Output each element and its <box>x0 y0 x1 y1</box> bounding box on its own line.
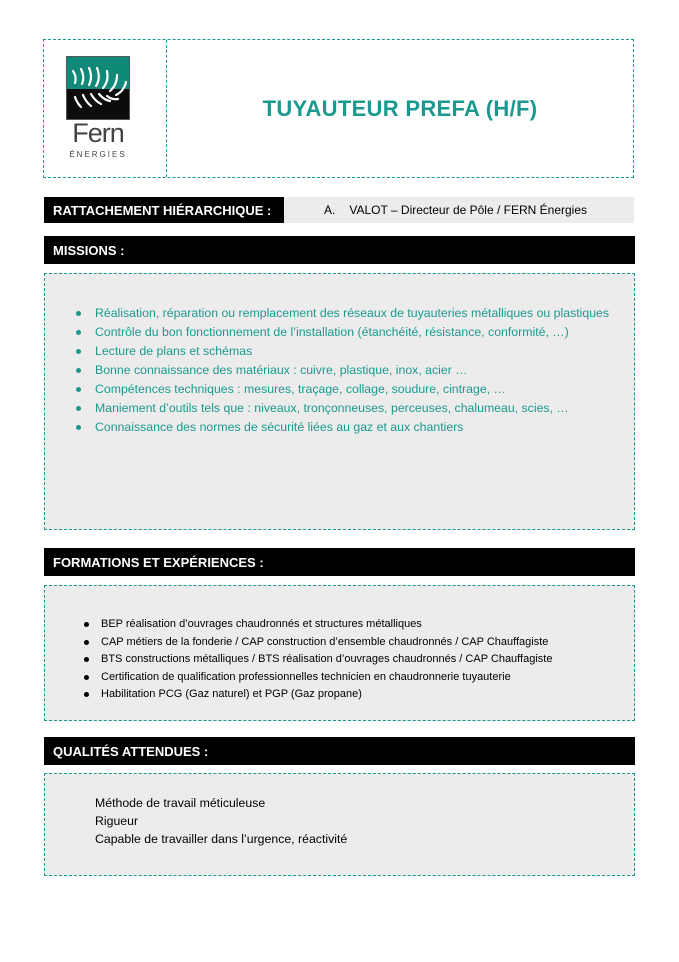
missions-label: MISSIONS : <box>53 242 125 258</box>
list-item: Connaissance des normes de sécurité liées au gaz et aux chantiers <box>45 418 634 437</box>
formations-list <box>45 616 634 704</box>
logo-wordmark: Fern <box>72 118 124 148</box>
missions-list <box>45 304 634 437</box>
list-item: Réalisation, réparation ou remplacement des réseaux de tuyauteries métalliques ou plastiques <box>45 304 634 323</box>
list-item: Maniement d’outils tels que : niveaux, tronçonneuses, perceuses, chalumeau, scies, … <box>45 399 634 418</box>
reporting-number: A. <box>324 203 336 217</box>
list-item: Rigueur <box>95 814 139 828</box>
list-item: Capable de travailler dans l’urgence, réactivité <box>95 832 348 846</box>
list-item: Bonne connaissance des matériaux : cuivre, plastique, inox, acier … <box>45 361 634 380</box>
reporting-value-box <box>284 197 634 223</box>
list-item: BTS constructions métalliques / BTS réalisation d’ouvrages chaudronnés / CAP Chauffagiste <box>45 651 634 669</box>
reporting-label-bar <box>44 197 284 223</box>
list-item: CAP métiers de la fonderie / CAP construction d’ensemble chaudronnés / CAP Chauffagiste <box>45 634 634 652</box>
page-title: TUYAUTEUR PREFA (H/F) <box>262 95 538 121</box>
fern-leaf-icon <box>66 56 130 120</box>
qualities-label: QUALITÉS ATTENDUES : <box>53 743 209 759</box>
reporting-label: RATTACHEMENT HIÉRARCHIQUE : <box>53 202 272 218</box>
missions-panel <box>44 273 635 530</box>
list-item: Lecture de plans et schémas <box>45 342 634 361</box>
list-item: Habilitation PCG (Gaz naturel) et PGP (Gaz propane) <box>45 686 634 704</box>
reporting-value: VALOT – Directeur de Pôle / FERN Énergies <box>349 203 587 217</box>
logo-cell <box>44 40 167 177</box>
formations-label: FORMATIONS ET EXPÉRIENCES : <box>53 554 264 570</box>
list-item: Compétences techniques : mesures, traçage, collage, soudure, cintrage, … <box>45 380 634 399</box>
list-item: Méthode de travail méticuleuse <box>95 796 266 810</box>
header-box <box>43 39 634 178</box>
fern-logo <box>66 56 130 166</box>
formations-header <box>44 548 635 576</box>
list-item: Contrôle du bon fonctionnement de l’installation (étanchéité, résistance, conformité, …) <box>45 323 634 342</box>
list-item: BEP réalisation d’ouvrages chaudronnés et structures métalliques <box>45 616 634 634</box>
qualities-header <box>44 737 635 765</box>
logo-subtitle: ÉNERGIES <box>69 150 127 159</box>
missions-header <box>44 236 635 264</box>
formations-panel <box>44 585 635 721</box>
qualities-panel <box>44 773 635 876</box>
list-item: Certification de qualification professionnelles technicien en chaudronnerie tuyauterie <box>45 669 634 687</box>
